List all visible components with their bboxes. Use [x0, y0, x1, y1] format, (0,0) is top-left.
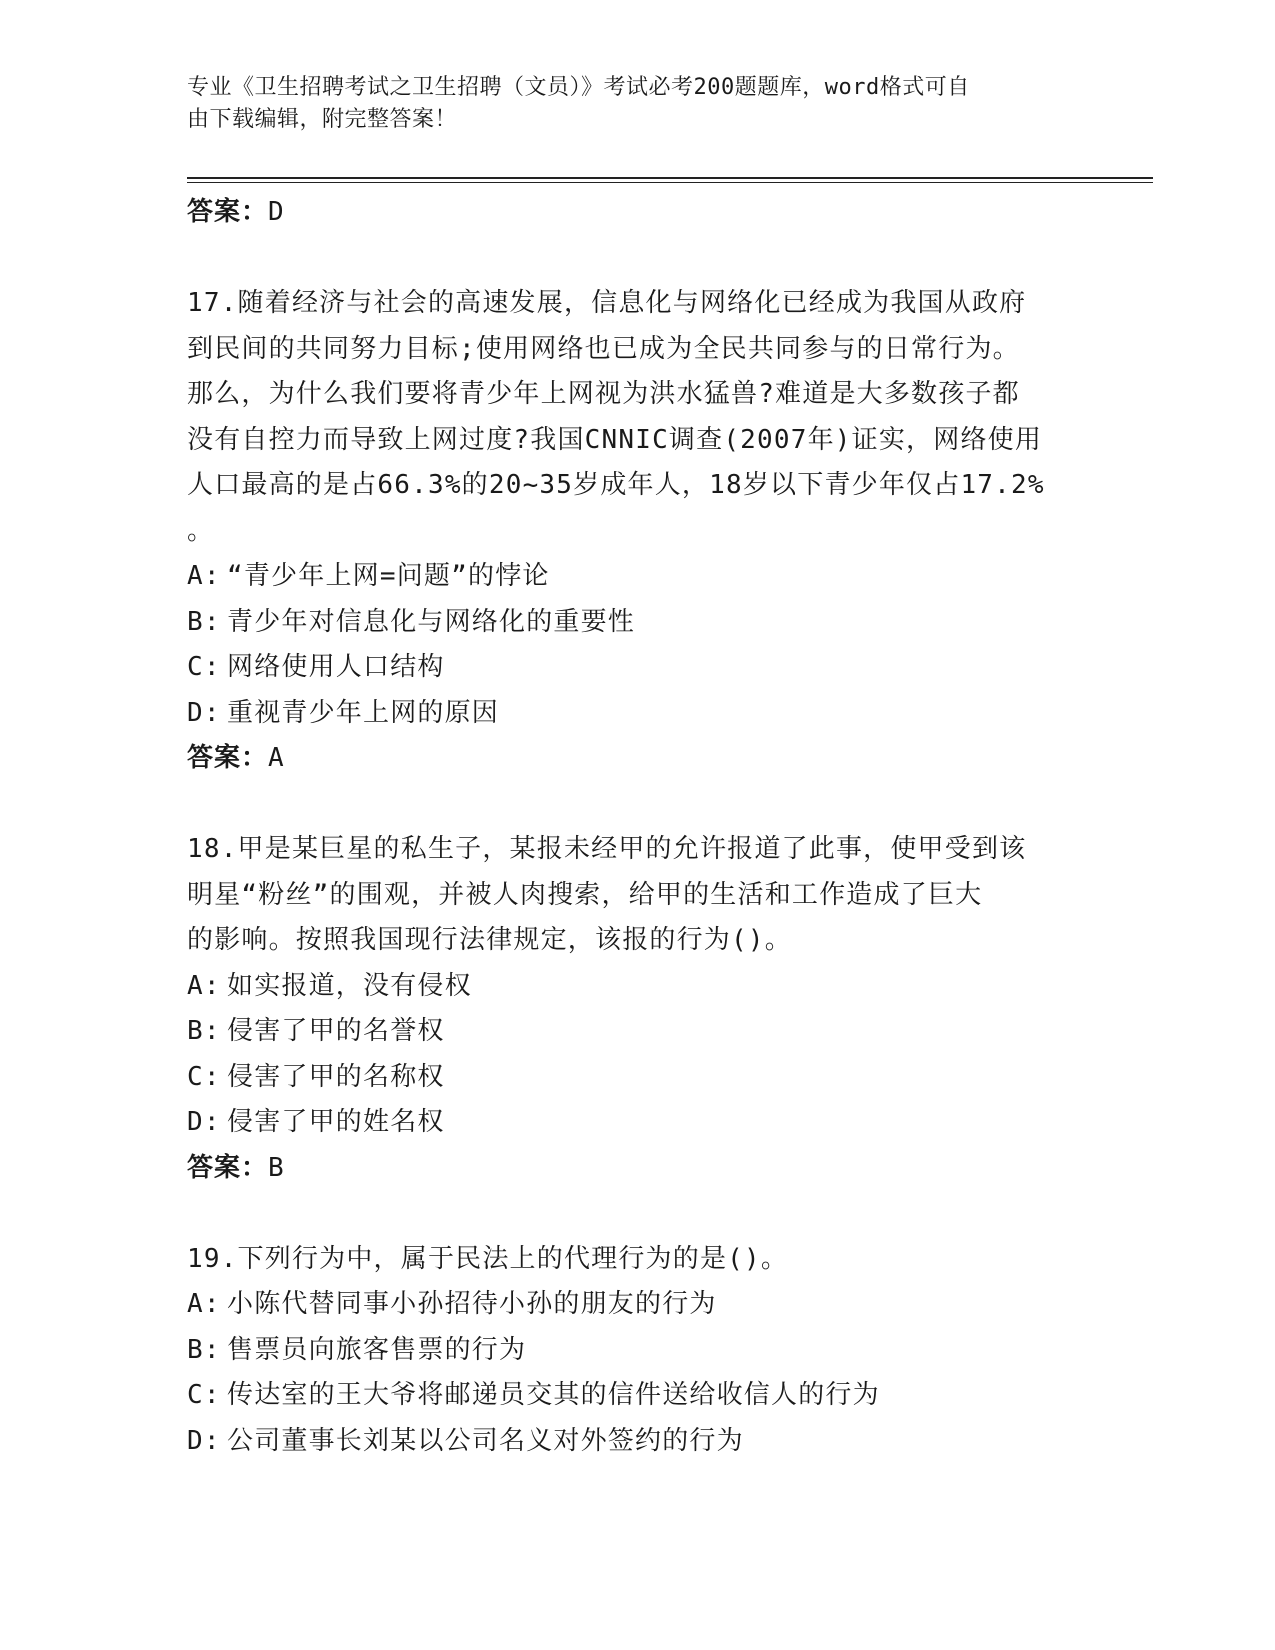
option-b [187, 600, 1087, 646]
option-text: 重视青少年上网的原因 [227, 697, 500, 728]
header-line-1: 专业《卫生招聘考试之卫生招聘（文员）》考试必考200题题库，word格式可自 [187, 75, 970, 100]
question-stem-line: 没有自控力而导致上网过度?我国CNNIC调查(2007年)证实，网络使用 [187, 424, 1043, 455]
answer-label: 答案： [187, 1152, 269, 1183]
option-a [187, 964, 1087, 1010]
answer-value: D [268, 197, 285, 227]
option-text: 公司董事长刘某以公司名义对外签约的行为 [227, 1425, 744, 1456]
option-label: B: [187, 1016, 221, 1046]
option-label: D: [187, 1425, 221, 1456]
spacer [187, 782, 1087, 828]
question-18 [187, 827, 1087, 1191]
question-stem-line: 明星“粉丝”的围观，并被人肉搜索，给甲的生活和工作造成了巨大 [187, 879, 983, 910]
answer-label: 答案： [187, 743, 269, 773]
previous-answer [187, 190, 1087, 236]
answer-label: 答案： [187, 197, 269, 227]
option-a [187, 554, 1087, 600]
option-d [187, 1100, 1087, 1146]
header-rule-thin [187, 182, 1153, 183]
option-d [187, 691, 1087, 737]
question-stem-line: 的影响。按照我国现行法律规定，该报的行为()。 [187, 925, 792, 955]
document-body [187, 190, 1087, 1464]
option-label: C: [187, 1380, 221, 1410]
option-text: 传达室的王大爷将邮递员交其的信件送给收信人的行为 [227, 1380, 880, 1410]
option-text: 网络使用人口结构 [227, 652, 445, 682]
option-label: C: [187, 652, 221, 682]
question-stem-line: 。 [187, 515, 215, 546]
option-a [187, 1282, 1087, 1328]
option-c [187, 1055, 1087, 1101]
option-label: D: [187, 1107, 221, 1137]
question-stem-line: 人口最高的是占66.3%的20~35岁成年人，18岁以下青少年仅占17.2% [187, 470, 1045, 500]
option-label: A: [187, 970, 221, 1001]
option-text: 侵害了甲的姓名权 [227, 1107, 445, 1137]
option-c [187, 1373, 1087, 1419]
option-b [187, 1328, 1087, 1374]
spacer [187, 1191, 1087, 1237]
option-text: 如实报道，没有侵权 [227, 970, 472, 1001]
answer-value: A [268, 743, 285, 773]
option-text: “青少年上网=问题”的悖论 [227, 561, 550, 591]
option-d [187, 1419, 1087, 1465]
spacer [187, 236, 1087, 282]
option-text: 青少年对信息化与网络化的重要性 [227, 606, 636, 637]
option-text: 小陈代替同事小孙招待小孙的朋友的行为 [227, 1289, 717, 1319]
question-stem-line: 那么，为什么我们要将青少年上网视为洪水猛兽?难道是大多数孩子都 [187, 379, 1020, 409]
option-label: D: [187, 697, 221, 728]
option-b [187, 1009, 1087, 1055]
document-header [187, 72, 1067, 136]
option-label: B: [187, 606, 221, 637]
question-17 [187, 281, 1087, 782]
option-label: A: [187, 1289, 221, 1319]
question-stem-line: 19.下列行为中，属于民法上的代理行为的是()。 [187, 1243, 789, 1274]
option-text: 侵害了甲的名称权 [227, 1061, 445, 1092]
option-label: C: [187, 1061, 221, 1092]
option-text: 侵害了甲的名誉权 [227, 1016, 445, 1046]
question-answer [187, 736, 1087, 782]
answer-value: B [268, 1152, 285, 1183]
header-line-2: 由下载编辑，附完整答案！ [187, 107, 458, 132]
question-stem-line: 17.随着经济与社会的高速发展，信息化与网络化已经成为我国从政府 [187, 288, 1027, 318]
option-label: B: [187, 1334, 221, 1365]
header-rule-thick [187, 177, 1153, 179]
option-text: 售票员向旅客售票的行为 [227, 1334, 527, 1365]
option-c [187, 645, 1087, 691]
question-19 [187, 1237, 1087, 1465]
question-stem-line: 到民间的共同努力目标;使用网络也已成为全民共同参与的日常行为。 [187, 333, 1020, 364]
option-label: A: [187, 561, 221, 591]
question-answer [187, 1146, 1087, 1192]
question-stem-line: 18.甲是某巨星的私生子，某报未经甲的允许报道了此事，使甲受到该 [187, 834, 1027, 864]
